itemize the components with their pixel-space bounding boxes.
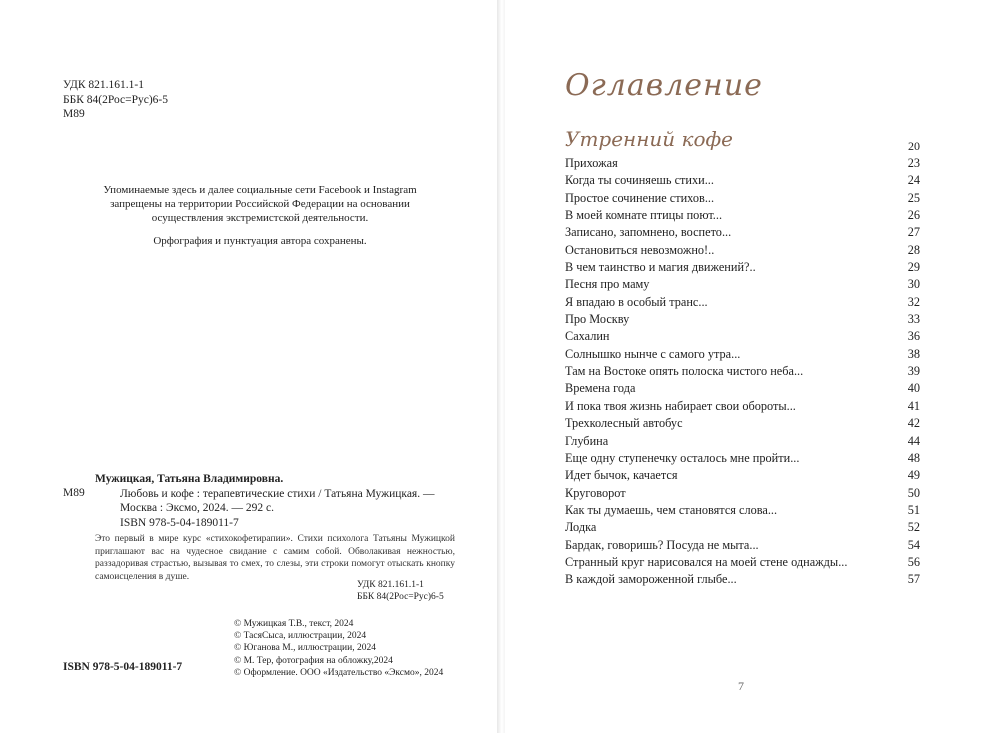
udk-small-line: УДК 821.161.1-1 — [357, 580, 424, 590]
contents-entry-page: 26 — [907, 208, 920, 223]
contents-entry-title: Про Москву — [565, 312, 630, 327]
contents-entry-page: 57 — [907, 572, 920, 587]
contents-entry-page: 42 — [907, 416, 920, 431]
page-number: 7 — [738, 679, 744, 693]
contents-entry-title: Песня про маму — [565, 277, 650, 292]
bibliographic-record — [95, 472, 455, 583]
copyright-block — [234, 618, 443, 679]
contents-entry-page: 56 — [907, 554, 920, 569]
copyright-line: © М. Тер, фотография на обложку,2024 — [234, 655, 393, 666]
catalog-code-margin: М89 — [63, 487, 85, 499]
contents-entry-page: 30 — [907, 277, 920, 292]
spelling-notice: Орфография и пунктуация автора сохранены. — [153, 235, 367, 247]
contents-entry — [565, 208, 920, 225]
contents-entry-page: 50 — [907, 485, 920, 500]
contents-entry — [565, 451, 920, 468]
contents-entry-title: Еще одну ступенечку осталось мне пройти... — [565, 450, 800, 465]
contents-entry-page: 32 — [907, 294, 920, 309]
contents-entry — [565, 399, 920, 416]
contents-entry-page: 23 — [907, 156, 920, 170]
contents-entry — [565, 555, 920, 572]
contents-entry-title: Странный круг нарисовался на моей стене однажды... — [565, 554, 848, 569]
notice-block — [80, 183, 440, 257]
contents-entry — [565, 312, 920, 329]
title-line: Любовь и кофе : терапевтические стихи / Татьяна Мужицкая. — Москва : Эксмо, 2024. — 292 с. — [120, 487, 435, 514]
author-name: Мужицкая, Татьяна Владимировна. — [95, 473, 284, 485]
contents-entry-page: 36 — [907, 329, 920, 344]
contents-entry — [565, 416, 920, 433]
bbk-small-line: ББК 84(2Рос=Рус)6-5 — [357, 592, 444, 602]
contents-entry — [565, 486, 920, 503]
book-gutter — [497, 0, 505, 733]
contents-entry — [565, 277, 920, 294]
contents-entry-page: 54 — [907, 537, 920, 552]
udk-line: УДК 821.161.1-1 — [63, 79, 144, 91]
copyright-line: © Мужицкая Т.В., текст, 2024 — [234, 619, 354, 629]
contents-entry — [565, 329, 920, 346]
contents-entry — [565, 225, 920, 242]
contents-entry — [565, 572, 920, 589]
section-page-number: 20 — [908, 139, 920, 153]
bbk-line: ББК 84(2Рос=Рус)6-5 — [63, 93, 168, 106]
contents-entry — [565, 468, 920, 485]
contents-entry — [565, 520, 920, 537]
contents-entry-page: 39 — [907, 364, 920, 379]
contents-entry-title: Я впадаю в особый транс... — [565, 294, 708, 309]
contents-entry-title: Идет бычок, качается — [565, 468, 678, 483]
contents-entry-title: Лодка — [565, 520, 597, 535]
contents-entry — [565, 191, 920, 208]
udk-block — [63, 78, 168, 122]
contents-entry-title: В каждой замороженной глыбе... — [565, 572, 737, 587]
contents-entry-title: Когда ты сочиняешь стихи... — [565, 173, 714, 188]
contents-title: Оглавление — [565, 68, 763, 103]
annotation: Это первый в мире курс «стихокофетирапии». Стихи психолога Татьяны Мужицкой приглашают вас на чудесное свидание с самим собой. Обволакивая нежностью, раззадоривая страстью, вызывая то смех, то слезы, эти строки помогут отыскать кнопку самоисцеления в душе. — [95, 534, 455, 582]
contents-entry — [565, 538, 920, 555]
contents-entry-title: Остановиться невозможно!.. — [565, 242, 715, 257]
contents-entry-title: Глубина — [565, 433, 609, 448]
contents-entry-page: 52 — [907, 520, 920, 535]
contents-entry-page: 28 — [907, 242, 920, 257]
contents-entry-title: Сахалин — [565, 329, 610, 344]
udk-small — [357, 579, 444, 603]
contents-entry-page: 40 — [907, 381, 920, 396]
contents-entry-page: 49 — [907, 468, 920, 483]
contents-entry-title: Времена года — [565, 381, 636, 396]
contents-entry-title: Прихожая — [565, 156, 618, 170]
catalog-code: М89 — [63, 108, 85, 120]
copyright-line: © Юганова М., иллюстрации, 2024 — [234, 643, 376, 654]
contents-entry — [565, 503, 920, 520]
contents-entry — [565, 364, 920, 381]
contents-entry-title: И пока твоя жизнь набирает свои обороты... — [565, 398, 796, 413]
contents-entry-page: 24 — [907, 173, 920, 188]
imprint-page — [0, 0, 497, 733]
social-networks-notice: Упоминаемые здесь и далее социальные сети Facebook и Instagram запрещены на территории Российской Федерации на основании осуществления экстремистской деятельности. — [103, 184, 417, 224]
contents-entry-title: Круговорот — [565, 485, 626, 500]
contents-entry — [565, 434, 920, 451]
contents-entry-page: 38 — [907, 346, 920, 361]
contents-entry-title: Там на Востоке опять полоска чистого неба... — [565, 364, 804, 379]
contents-entry-page: 29 — [907, 260, 920, 275]
contents-entry-page: 27 — [907, 225, 920, 240]
isbn-bottom: ISBN 978-5-04-189011-7 — [63, 661, 183, 673]
contents-entry-page: 48 — [907, 450, 920, 465]
contents-entry-title: В моей комнате птицы поют... — [565, 208, 723, 223]
contents-entry-title: Простое сочинение стихов... — [565, 190, 715, 205]
contents-entry-title: Записано, запомнено, воспето... — [565, 225, 732, 240]
contents-list — [565, 156, 920, 590]
contents-entry — [565, 295, 920, 312]
contents-entry — [565, 347, 920, 364]
contents-entry-page: 51 — [907, 502, 920, 517]
contents-entry — [565, 260, 920, 277]
contents-entry-title: Как ты думаешь, чем становятся слова... — [565, 502, 778, 517]
copyright-line: © ТасяСыса, иллюстрации, 2024 — [234, 631, 367, 642]
contents-entry-title: В чем таинство и магия движений?.. — [565, 260, 756, 275]
contents-entry-page: 33 — [907, 312, 920, 327]
isbn-line: ISBN 978-5-04-189011-7 — [120, 516, 239, 529]
contents-entry — [565, 156, 920, 173]
contents-entry-page: 41 — [907, 398, 920, 413]
copyright-line: © Оформление. ООО «Издательство «Эксмо», 2024 — [234, 667, 444, 678]
contents-entry-page: 25 — [907, 190, 920, 205]
section-title: Утренний кофе — [565, 127, 733, 151]
contents-entry — [565, 243, 920, 260]
contents-entry-title: Трехколесный автобус — [565, 416, 683, 431]
contents-entry — [565, 173, 920, 190]
contents-entry-page: 44 — [907, 433, 920, 448]
contents-entry-title: Бардак, говоришь? Посуда не мыта... — [565, 537, 759, 552]
contents-entry — [565, 381, 920, 398]
contents-entry-title: Солнышко нынче с самого утра... — [565, 346, 741, 361]
